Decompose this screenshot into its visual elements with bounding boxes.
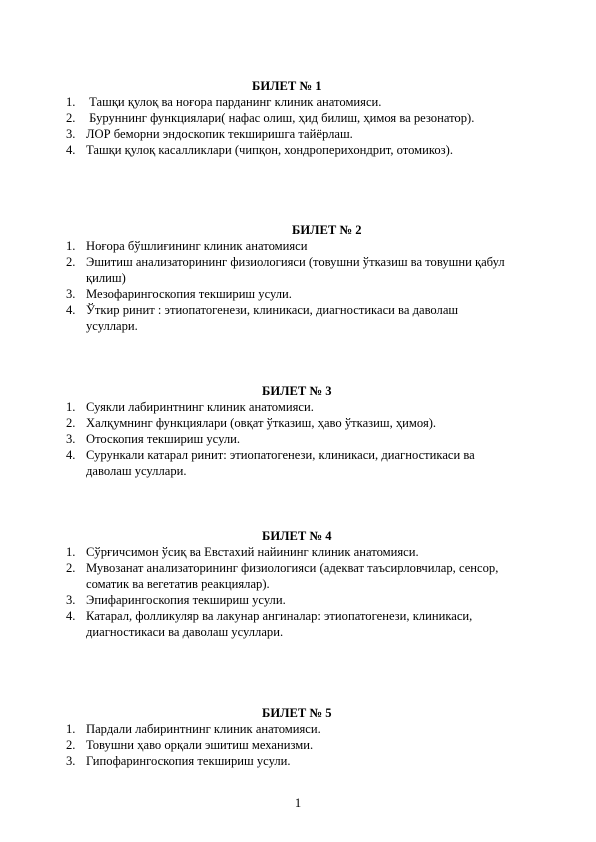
question-text: Ташқи қулоқ касалликлари (чипқон, хондроперихондрит, отомикоз). bbox=[86, 143, 453, 157]
question-number: 3. bbox=[66, 754, 76, 768]
question-list bbox=[66, 399, 536, 479]
question-text: Мезофарингоскопия текшириш усули. bbox=[86, 287, 292, 301]
question-text: Эшитиш анализаторининг физиологияси (товушни ўтказиш ва товушни қабул қилиш) bbox=[86, 255, 505, 285]
question-item bbox=[66, 592, 536, 608]
question-item bbox=[66, 753, 536, 769]
question-text: Буруннинг функциялари( нафас олиш, ҳид билиш, ҳимоя ва резонатор). bbox=[86, 111, 475, 125]
question-number: 3. bbox=[66, 287, 76, 301]
question-number: 4. bbox=[66, 448, 76, 462]
question-item bbox=[66, 238, 536, 254]
page-number: 1 bbox=[294, 796, 302, 810]
question-text: Гипофарингоскопия текшириш усули. bbox=[86, 754, 291, 768]
question-text: Ноғора бўшлиғининг клиник анатомияси bbox=[86, 239, 308, 253]
question-number: 3. bbox=[66, 127, 76, 141]
question-item bbox=[66, 721, 536, 737]
ticket-title: БИЛЕТ № 3 bbox=[262, 384, 332, 398]
question-item bbox=[66, 544, 536, 560]
question-number: 2. bbox=[66, 416, 76, 430]
question-item bbox=[66, 608, 536, 640]
question-list bbox=[66, 94, 536, 158]
question-text: Суякли лабиринтнинг клиник анатомияси. bbox=[86, 400, 314, 414]
question-text: Ўткир ринит : этиопатогенези, клиникаси, диагностикаси ва даволаш усуллари. bbox=[86, 303, 459, 333]
question-text: Пардали лабиринтнинг клиник анатомияси. bbox=[86, 722, 321, 736]
question-item bbox=[66, 142, 536, 158]
question-number: 1. bbox=[66, 545, 76, 559]
question-item bbox=[66, 126, 536, 142]
question-number: 4. bbox=[66, 143, 76, 157]
question-text: Мувозанат анализаторининг физиологияси (адекват таъсирловчилар, сенсор, соматик ва вегетатив реакциялар). bbox=[86, 561, 499, 591]
question-item bbox=[66, 286, 536, 302]
question-number: 2. bbox=[66, 255, 76, 269]
question-list bbox=[66, 544, 536, 640]
question-text: Отоскопия текшириш усули. bbox=[86, 432, 240, 446]
ticket-title: БИЛЕТ № 2 bbox=[292, 223, 362, 237]
question-item bbox=[66, 302, 536, 334]
ticket-title: БИЛЕТ № 4 bbox=[262, 529, 332, 543]
question-text: Халқумнинг функциялари (овқат ўтказиш, ҳаво ўтказиш, ҳимоя). bbox=[86, 416, 437, 430]
question-item bbox=[66, 254, 536, 286]
ticket-1 bbox=[66, 78, 536, 158]
question-text: Эпифарингоскопия текшириш усули. bbox=[86, 593, 286, 607]
question-text: Ташқи қулоқ ва ноғора парданинг клиник анатомияси. bbox=[86, 95, 382, 109]
question-text: Катарал, фолликуляр ва лакунар ангиналар: этиопатогенези, клиникаси, диагностикаси ва даволаш усуллари. bbox=[86, 609, 473, 639]
question-item bbox=[66, 110, 536, 126]
question-list bbox=[66, 238, 536, 334]
question-number: 3. bbox=[66, 593, 76, 607]
question-text: Сурункали катарал ринит: этиопатогенези, клиникаси, диагностикаси ва даволаш усуллари. bbox=[86, 448, 475, 478]
question-number: 1. bbox=[66, 239, 76, 253]
question-item bbox=[66, 94, 536, 110]
question-number: 1. bbox=[66, 95, 76, 109]
ticket-3 bbox=[66, 383, 536, 479]
question-list bbox=[66, 721, 536, 769]
ticket-2 bbox=[66, 222, 536, 334]
question-number: 2. bbox=[66, 111, 76, 125]
ticket-title: БИЛЕТ № 5 bbox=[262, 706, 332, 720]
question-number: 1. bbox=[66, 400, 76, 414]
ticket-5 bbox=[66, 705, 536, 769]
question-text: ЛОР беморни эндоскопик текширишга тайёрлаш. bbox=[86, 127, 353, 141]
ticket-title: БИЛЕТ № 1 bbox=[252, 79, 322, 93]
question-item bbox=[66, 737, 536, 753]
question-number: 4. bbox=[66, 609, 76, 623]
question-item bbox=[66, 431, 536, 447]
question-item bbox=[66, 399, 536, 415]
question-item bbox=[66, 415, 536, 431]
question-item bbox=[66, 560, 536, 592]
question-number: 3. bbox=[66, 432, 76, 446]
question-number: 2. bbox=[66, 561, 76, 575]
question-number: 4. bbox=[66, 303, 76, 317]
question-number: 2. bbox=[66, 738, 76, 752]
question-text: Сўрғичсимон ўсиқ ва Евстахий найининг клиник анатомияси. bbox=[86, 545, 419, 559]
question-text: Товушни ҳаво орқали эшитиш механизми. bbox=[86, 738, 314, 752]
question-number: 1. bbox=[66, 722, 76, 736]
question-item bbox=[66, 447, 536, 479]
ticket-4 bbox=[66, 528, 536, 640]
